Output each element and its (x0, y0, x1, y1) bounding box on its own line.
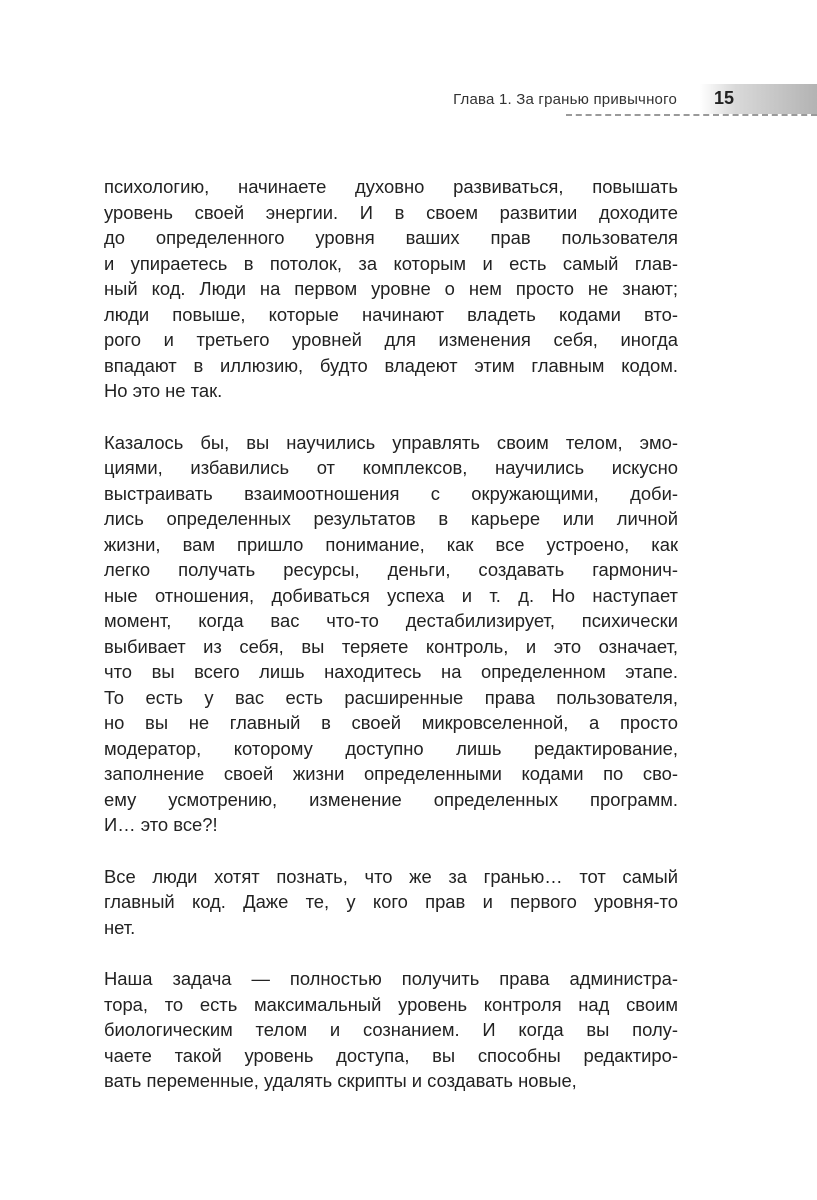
page-number: 15 (714, 88, 735, 108)
text-line: жизни, вам пришло понимание, как все устроено, как (104, 533, 678, 555)
body-text (104, 174, 678, 1094)
paragraph (104, 174, 678, 404)
text-line: Все люди хотят познать, что же за гранью… тот самый (104, 865, 678, 887)
text-line: тора, то есть максимальный уровень контроля над своим (104, 993, 678, 1015)
text-line: ему усмотрению, изменение определенных программ. (104, 788, 678, 810)
header-dashed-rule (566, 114, 817, 116)
text-line: выстраивать взаимоотношения с окружающими, доби- (104, 482, 678, 504)
text-line: нет. (104, 916, 136, 938)
text-line: биологическим телом и сознанием. И когда вы полу- (104, 1019, 678, 1040)
text-line: впадают в иллюзию, будто владеют этим главным кодом. (104, 354, 678, 376)
text-line: вать переменные, удалять скрипты и создавать новые, (104, 1070, 577, 1091)
text-line: что вы всего лишь находитесь на определенном этапе. (104, 661, 678, 682)
text-line: ный код. Люди на первом уровне о нем просто не знают; (104, 278, 678, 299)
running-header (0, 84, 817, 116)
text-line: люди повыше, которые начинают владеть кодами вто- (104, 303, 678, 325)
text-line: главный код. Даже те, у кого прав и первого уровня-то (104, 891, 678, 912)
text-line: до определенного уровня ваших прав пользователя (104, 227, 678, 248)
chapter-title: Глава 1. За гранью привычного (453, 91, 677, 108)
text-line: и упираетесь в потолок, за которым и есть самый глав- (104, 252, 678, 274)
text-line: Наша задача — полностью получить права администра- (104, 968, 678, 989)
paragraph (104, 430, 678, 838)
paragraph (104, 864, 678, 941)
text-line: То есть у вас есть расширенные права пользователя, (104, 686, 678, 708)
text-line: Но это не так. (104, 380, 223, 401)
text-line: лись определенных результатов в карьере или личной (104, 508, 678, 529)
text-line: И… это все?! (104, 814, 218, 835)
text-line: циями, избавились от комплексов, научились искусно (104, 457, 678, 478)
text-line: психологию, начинаете духовно развиваться, повышать (104, 176, 678, 197)
text-line: рого и третьего уровней для изменения себя, иногда (104, 329, 678, 350)
text-line: момент, когда вас что-то дестабилизирует, психически (104, 610, 678, 631)
text-line: Казалось бы, вы научились управлять своим телом, эмо- (104, 431, 678, 453)
text-line: легко получать ресурсы, деньги, создавать гармонич- (104, 559, 678, 580)
text-line: но вы не главный в своей микровселенной, а просто (104, 712, 678, 733)
text-line: ные отношения, добиваться успеха и т. д. Но наступает (104, 584, 678, 606)
text-line: выбивает из себя, вы теряете контроль, и это означает, (104, 635, 678, 657)
text-line: модератор, которому доступно лишь редактирование, (104, 737, 678, 759)
paragraph (104, 966, 678, 1094)
text-line: заполнение своей жизни определенными кодами по сво- (104, 763, 678, 784)
text-line: чаете такой уровень доступа, вы способны редактиро- (104, 1044, 678, 1066)
text-line: уровень своей энергии. И в своем развитии доходите (104, 201, 678, 223)
